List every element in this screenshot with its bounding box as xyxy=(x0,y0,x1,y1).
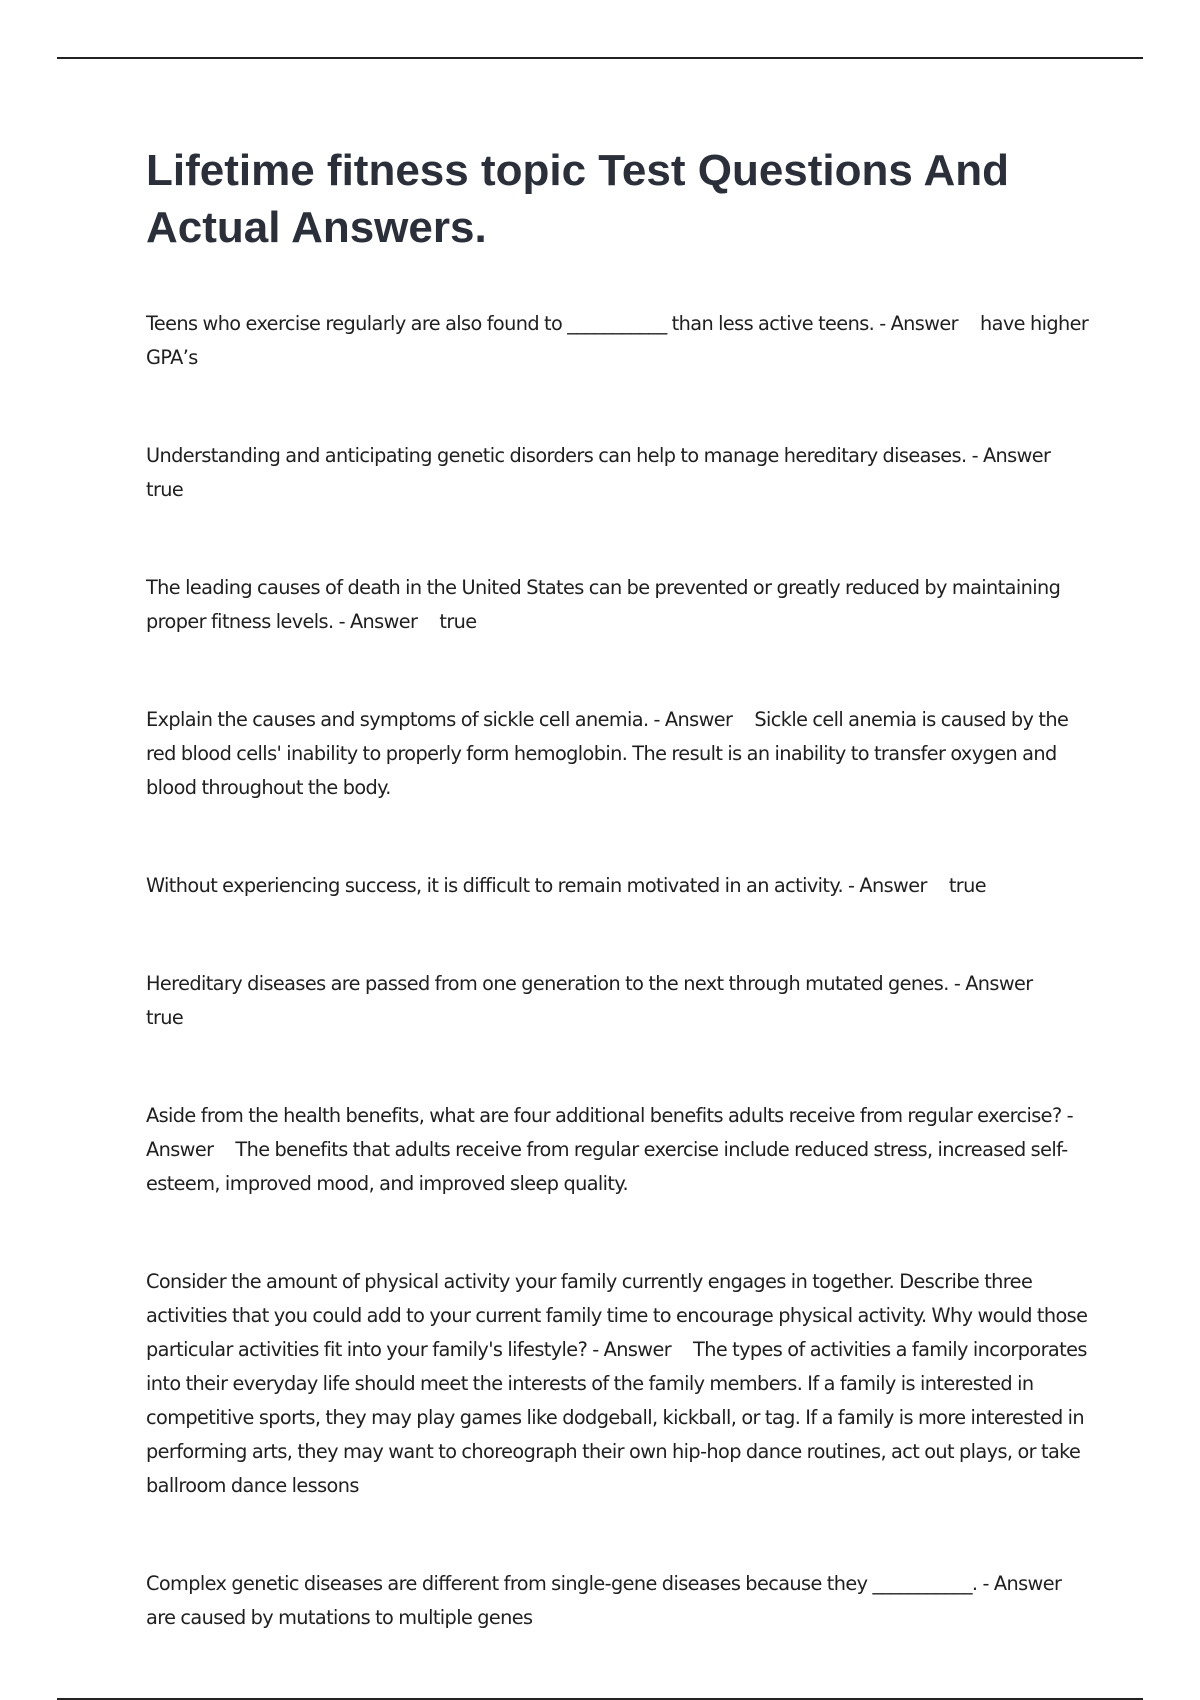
answer-label: - Answer xyxy=(953,972,1033,995)
question-text: Without experiencing success, it is difficult to remain motivated in an activity. xyxy=(146,874,843,897)
answer-label: - Answer xyxy=(592,1338,672,1361)
question-text: Complex genetic diseases are different from single-gene diseases because they ___________. xyxy=(146,1572,978,1595)
qa-item xyxy=(146,1099,1091,1201)
document-body xyxy=(146,142,1091,1699)
answer-label: - Answer xyxy=(146,1104,1073,1161)
answer-label: - Answer xyxy=(971,444,1051,467)
answer-label: - Answer xyxy=(982,1572,1062,1595)
answer-text: The benefits that adults receive from regular exercise include reduced stress, increased self-esteem, improved mood, and improved sleep quality. xyxy=(146,1138,1068,1195)
question-text: The leading causes of death in the United States can be prevented or greatly reduced by maintaining proper fitness levels. xyxy=(146,576,1061,633)
question-text: Explain the causes and symptoms of sickle cell anemia. xyxy=(146,708,649,731)
qa-item xyxy=(146,967,1091,1035)
answer-text: The types of activities a family incorporates into their everyday life should meet the interests of the family members. If a family is interested in competitive sports, they may play games like dodgeball, kickball, or tag. If a family is more interested in performing arts, they may want to choreograph their own hip-hop dance routines, act out plays, or take ballroom dance lessons xyxy=(146,1338,1087,1497)
question-text: Teens who exercise regularly are also found to ___________ than less active teens. xyxy=(146,312,875,335)
answer-text: true xyxy=(948,874,986,897)
qa-item xyxy=(146,1567,1091,1635)
qa-item xyxy=(146,571,1091,639)
qa-item xyxy=(146,307,1091,375)
answer-text: true xyxy=(146,1006,184,1029)
top-rule xyxy=(57,57,1143,59)
question-text: Hereditary diseases are passed from one generation to the next through mutated genes. xyxy=(146,972,949,995)
answer-text: true xyxy=(146,478,184,501)
question-text: Consider the amount of physical activity your family currently engages in together. Describe three activities that you could add to your current family time to encourage physical activity. Why would those particular activities fit into your family's lifestyle? xyxy=(146,1270,1088,1361)
answer-label: - Answer xyxy=(338,610,418,633)
qa-list xyxy=(146,307,1091,1635)
answer-text: Sickle cell anemia is caused by the red blood cells' inability to properly form hemoglobin. The result is an inability to transfer oxygen and blood throughout the body. xyxy=(146,708,1069,799)
question-text: Understanding and anticipating genetic disorders can help to manage hereditary diseases. xyxy=(146,444,967,467)
answer-label: - Answer xyxy=(848,874,927,897)
qa-item xyxy=(146,1265,1091,1503)
answer-text: are caused by mutations to multiple genes xyxy=(146,1606,533,1629)
answer-label: - Answer xyxy=(653,708,733,731)
answer-label: - Answer xyxy=(879,312,959,335)
document-title: Lifetime fitness topic Test Questions And Actual Answers. xyxy=(146,146,1009,252)
qa-item xyxy=(146,439,1091,507)
qa-item xyxy=(146,703,1091,805)
qa-item xyxy=(146,869,1091,903)
question-text: Aside from the health benefits, what are four additional benefits adults receive from regular exercise? xyxy=(146,1104,1062,1127)
answer-text: true xyxy=(439,610,477,633)
answer-text: have higher GPA’s xyxy=(146,312,1089,369)
